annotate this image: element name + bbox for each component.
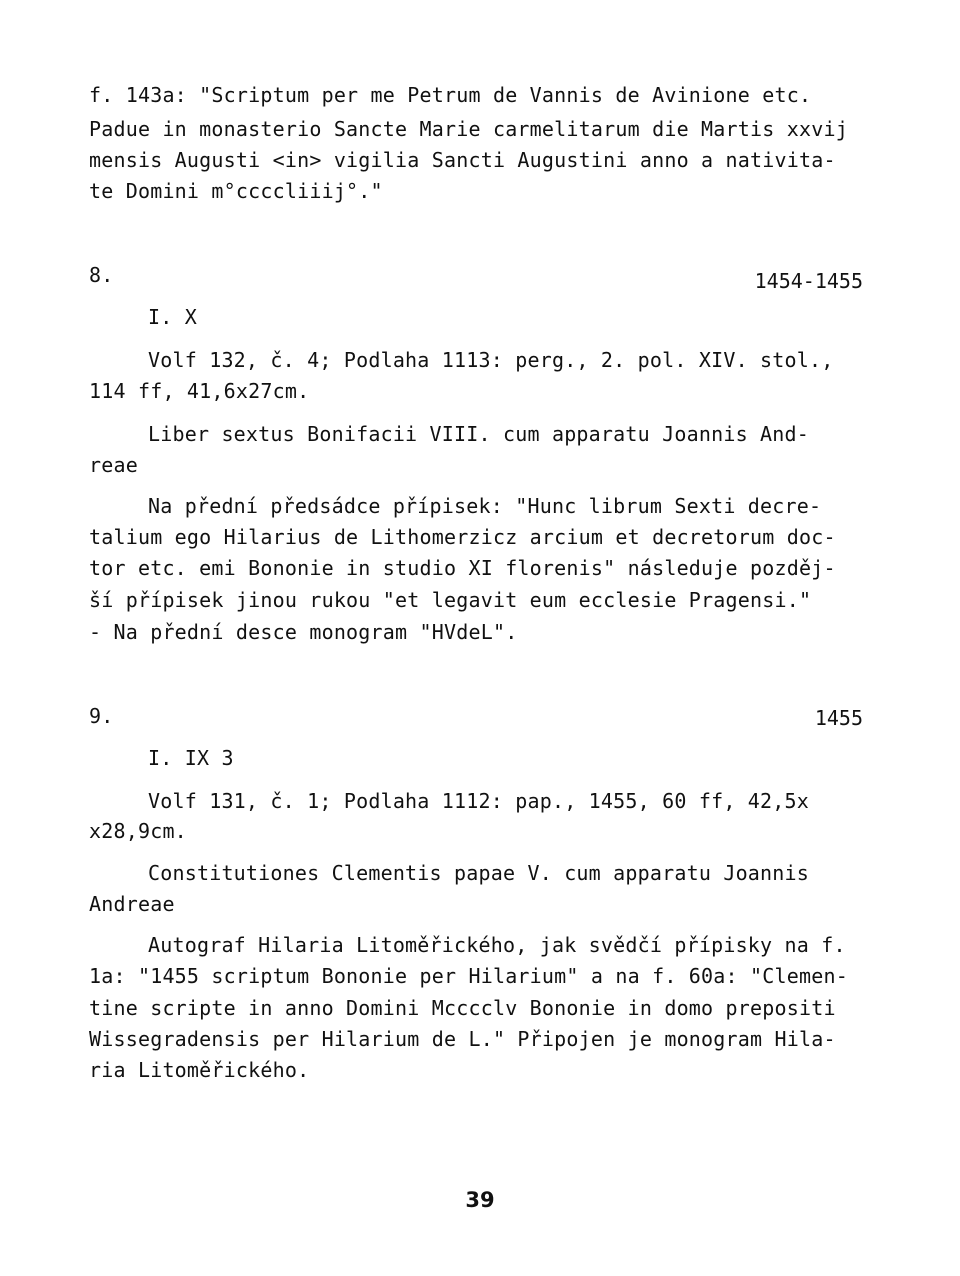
entry-description-line: x28,9cm. [89,819,187,843]
entry-note-line: Autograf Hilaria Litoměřického, jak svědčí přípisky na f. [148,933,846,957]
entry-signature: I. X [148,305,197,329]
entry-title-line: Andreae [89,892,175,916]
entry-title-line: reae [89,453,138,477]
entry-note-line: ší přípisek jinou rukou "et legavit eum ecclesie Pragensi." [89,588,812,612]
entry-date: 1454-1455 [754,269,863,293]
entry-title-line: Liber sextus Bonifacii VIII. cum apparatu Joannis And- [148,422,810,446]
entry-note-line: Wissegradensis per Hilarium de L." Připojen je monogram Hila- [89,1027,836,1051]
entry-note-line: - Na přední desce monogram "HVdeL". [89,620,518,644]
entry-description-line: Volf 132, č. 4; Podlaha 1113: perg., 2. pol. XIV. stol., [148,348,834,372]
entry-signature: I. IX 3 [148,746,234,770]
entry-number: 8. [89,263,114,287]
entry-note-line: 1a: "1455 scriptum Bononie per Hilarium" a na f. 60a: "Clemen- [89,964,848,988]
intro-line: Padue in monasterio Sancte Marie carmelitarum die Martis xxvij [89,117,848,141]
entry-note-line: tor etc. emi Bononie in studio XI florenis" následuje pozděj- [89,556,836,580]
entry-note-line: talium ego Hilarius de Lithomerzicz arcium et decretorum doc- [89,525,836,549]
entry-description-line: 114 ff, 41,6x27cm. [89,379,310,403]
intro-line: te Domini m°ccccliiij°." [89,179,383,203]
entry-description-line: Volf 131, č. 1; Podlaha 1112: pap., 1455, 60 ff, 42,5x [148,789,810,813]
entry-note-line: ria Litoměřického. [89,1058,310,1082]
page-number: 39 [465,1188,495,1212]
entry-date: 1455 [814,706,863,730]
intro-line: mensis Augusti <in> vigilia Sancti Augustini anno a nativita- [89,148,836,172]
entry-note-line: Na přední předsádce přípisek: "Hunc librum Sexti decre- [148,494,822,518]
entry-note-line: tine scripte in anno Domini Mcccclv Bononie in domo prepositi [89,996,836,1020]
entry-number: 9. [89,704,114,728]
entry-title-line: Constitutiones Clementis papae V. cum apparatu Joannis [148,861,810,885]
intro-line: f. 143a: "Scriptum per me Petrum de Vannis de Avinione etc. [89,83,812,107]
